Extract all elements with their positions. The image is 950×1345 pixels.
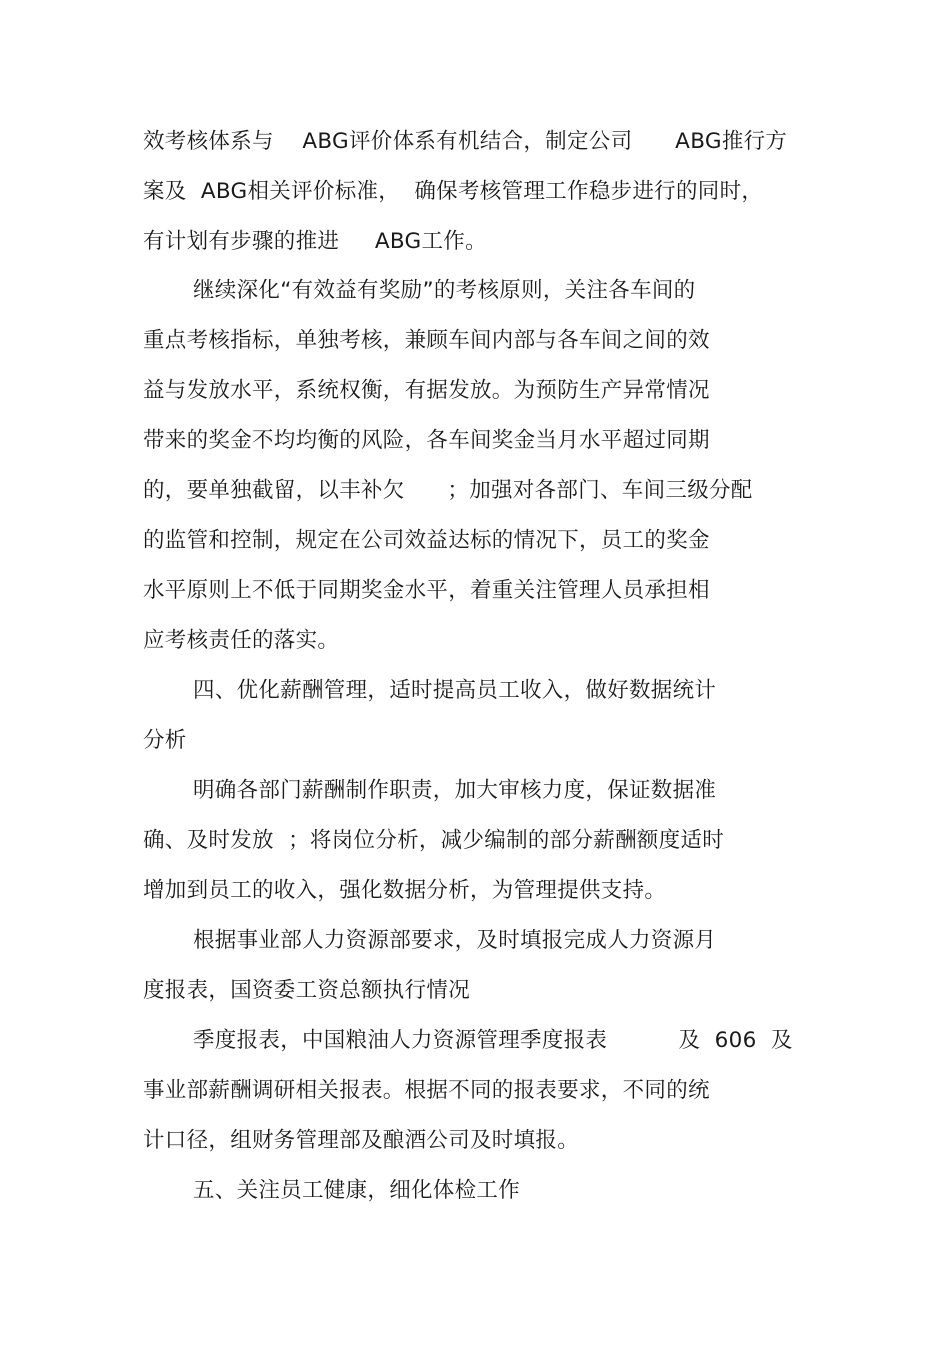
text-line: 有计划有步骤的推进 ABG工作。 (143, 229, 487, 254)
text-line: 益与发放水平，系统权衡，有据发放。为预防生产异常情况 (143, 378, 710, 403)
text-line: 度报表，国资委工资总额执行情况 (143, 978, 471, 1003)
text-line: 的监管和控制，规定在公司效益达标的情况下，员工的奖金 (143, 528, 710, 553)
text-line: 应考核责任的落实。 (143, 628, 340, 653)
paragraph-start-line: 根据事业部人力资源部要求，及时填报完成人力资源月 (193, 928, 717, 953)
text-line: 增加到员工的收入，强化数据分析，为管理提供支持。 (143, 878, 667, 903)
section-heading: 四、优化薪酬管理，适时提高员工收入，做好数据统计 (193, 678, 717, 703)
paragraph-start-line: 继续深化“有效益有奖励”的考核原则，关注各车间的 (193, 278, 696, 303)
text-line: 计口径，组财务管理部及酿酒公司及时填报。 (143, 1128, 580, 1153)
text-line: 重点考核指标，单独考核，兼顾车间内部与各车间之间的效 (143, 328, 710, 353)
section-heading: 五、关注员工健康，细化体检工作 (193, 1178, 521, 1203)
text-line: 带来的奖金不均均衡的风险，各车间奖金当月水平超过同期 (143, 428, 710, 453)
text-line: 的，要单独截留，以丰补欠 ；加强对各部门、车间三级分配 (143, 478, 753, 503)
paragraph-start-line: 明确各部门薪酬制作职责，加大审核力度，保证数据准 (193, 778, 717, 803)
text-line: 效考核体系与 ABG评价体系有机结合，制定公司 ABG推行方 (143, 129, 788, 154)
text-line: 案及 ABG相关评价标准， 确保考核管理工作稳步进行的同时， (143, 179, 764, 204)
section-heading-continuation: 分析 (143, 728, 187, 753)
text-line: 水平原则上不低于同期奖金水平，着重关注管理人员承担相 (143, 578, 710, 603)
paragraph-start-line: 季度报表，中国粮油人力资源管理季度报表 及 606 及 (193, 1028, 793, 1053)
text-line: 事业部薪酬调研相关报表。根据不同的报表要求，不同的统 (143, 1078, 710, 1103)
text-line: 确、及时发放 ；将岗位分析，减少编制的部分薪酬额度适时 (143, 828, 725, 853)
